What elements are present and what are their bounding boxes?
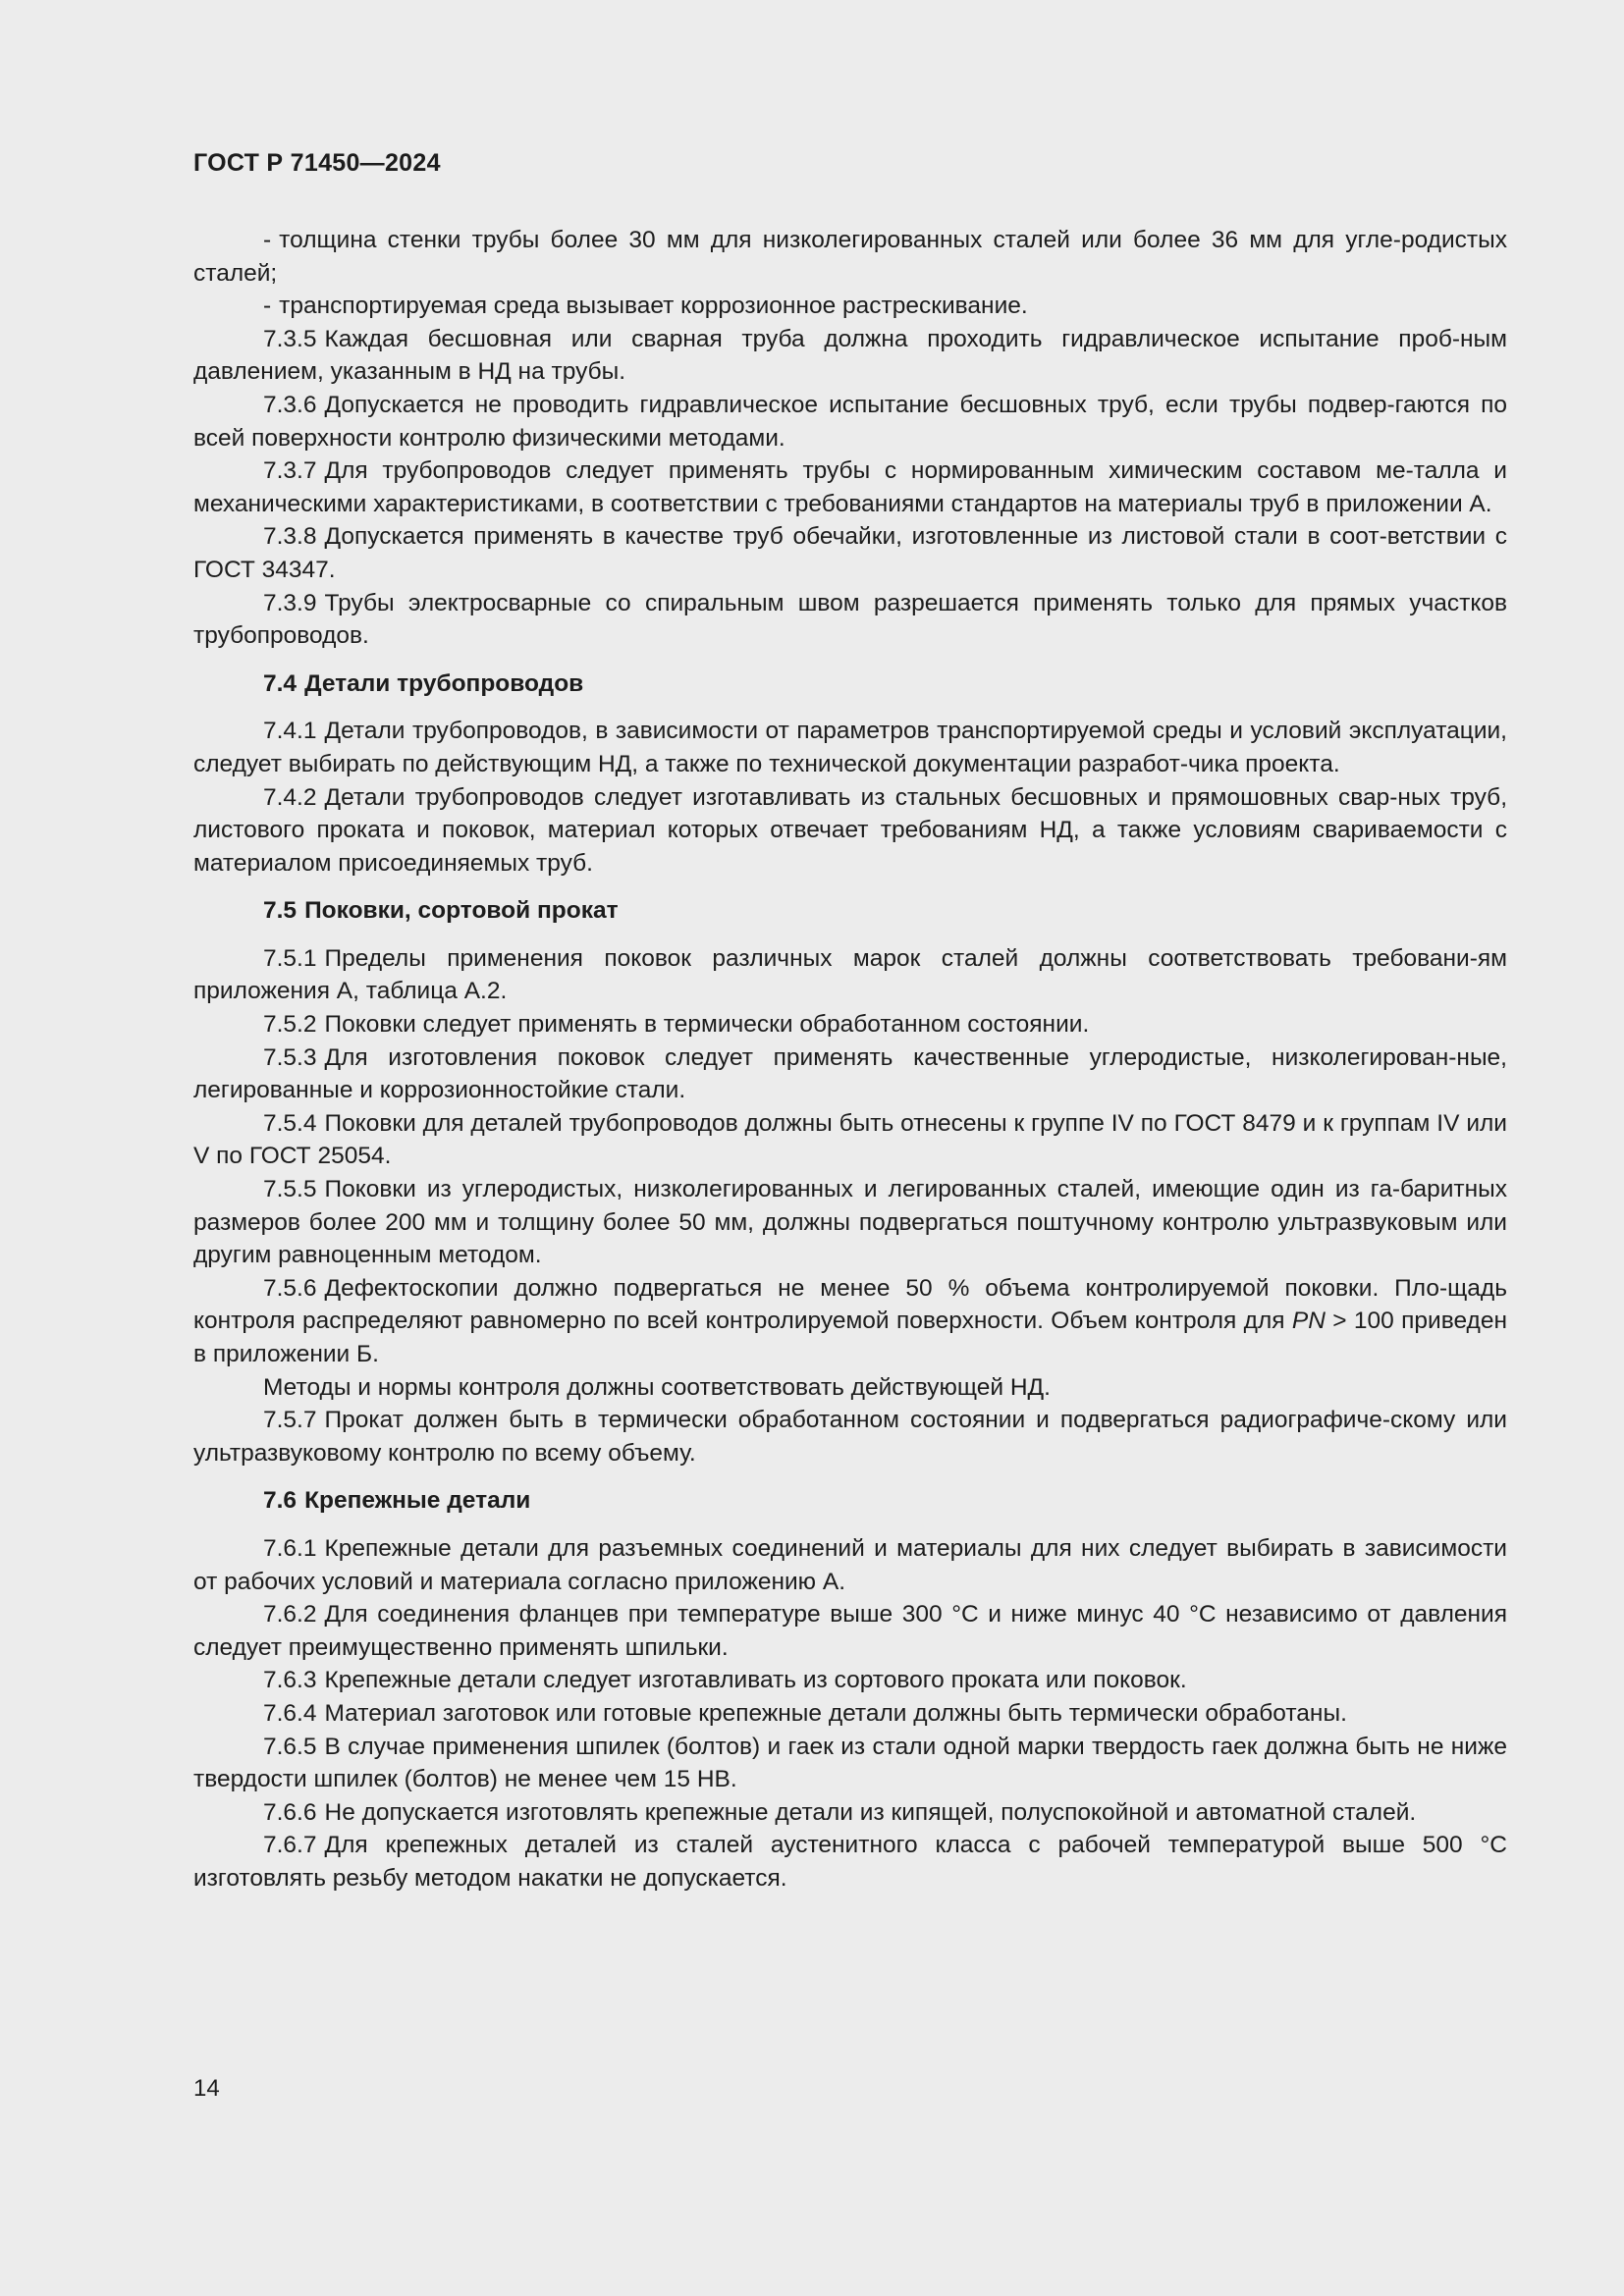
section-heading <box>193 653 1507 716</box>
clause-text: В случае применения шпилек (болтов) и гаек из стали одной марки твердость гаек должна быть не ниже твердости шпилек (болтов) не менее чем 15 НВ. <box>193 1733 1507 1793</box>
symbol-pn: PN <box>1291 1308 1326 1335</box>
page-number: 14 <box>193 2075 220 2102</box>
clause-text: толщина стенки трубы более 30 мм для низколегированных сталей или более 36 мм для угле-родистых сталей; <box>193 227 1507 287</box>
clause-number: 7.3.7 <box>263 457 317 485</box>
clause-number: - <box>263 227 272 253</box>
clause-number: 7.5.3 <box>263 1043 317 1071</box>
clause-text: Поковки следует применять в термически обработанном состоянии. <box>324 1011 1090 1039</box>
clause-text: Для соединения фланцев при температуре выше 300 °С и ниже минус 40 °С независимо от давления следует преимущественно применять шпильки. <box>193 1601 1507 1661</box>
clause-number: 7.4.2 <box>263 783 317 811</box>
clause-number: 7.6.6 <box>263 1798 317 1826</box>
clause-number: 7.6.2 <box>263 1601 317 1629</box>
clause-text: Допускается не проводить гидравлическое испытание бесшовных труб, если трубы подвер-гаются по всей поверхности контролю физическими методами. <box>193 391 1507 452</box>
clause-paragraph <box>193 1697 1507 1731</box>
clause-paragraph <box>193 454 1507 520</box>
clause-number: 7.6.4 <box>263 1699 317 1727</box>
clause-text: Допускается применять в качестве труб обечайки, изготовленные из листовой стали в соот-ветствии с ГОСТ 34347. <box>193 523 1507 583</box>
clause-text: Детали трубопроводов, в зависимости от параметров транспортируемой среды и условий эксплуатации, следует выбирать по действующим НД, а также по технической документации разработ-чика проекта. <box>193 718 1507 777</box>
clause-paragraph <box>193 1829 1507 1895</box>
clause-number: 7.5.7 <box>263 1407 317 1434</box>
clause-number: 7.6.7 <box>263 1832 317 1859</box>
clause-number: 7.6.3 <box>263 1667 317 1694</box>
clause-number: 7.5.6 <box>263 1274 317 1302</box>
clause-paragraph <box>193 942 1507 1008</box>
section-heading <box>193 1469 1507 1532</box>
section-heading <box>193 880 1507 942</box>
clause-paragraph <box>193 781 1507 881</box>
clause-paragraph <box>193 389 1507 454</box>
clause-paragraph <box>193 1107 1507 1173</box>
clause-number: 7.5.1 <box>263 944 317 972</box>
clause-paragraph <box>193 520 1507 586</box>
clause-number: 7.4.1 <box>263 718 317 745</box>
clause-text: Для трубопроводов следует применять трубы с нормированным химическим составом ме-талла и механическими характеристиками, в соответствии с требованиями стандартов на материалы труб в приложении А. <box>193 457 1507 517</box>
section-title: Поковки, сортовой прокат <box>304 897 619 925</box>
clause-text: Трубы электросварные со спиральным швом разрешается применять только для прямых участков трубопроводов. <box>193 589 1507 650</box>
section-number: 7.6 <box>263 1487 298 1515</box>
section-title: Крепежные детали <box>304 1487 531 1515</box>
clause-number: 7.5.5 <box>263 1176 317 1203</box>
clause-paragraph <box>193 1598 1507 1664</box>
clause-number: 7.3.8 <box>263 523 317 551</box>
clause-paragraph <box>193 587 1507 653</box>
clause-text: Крепежные детали следует изготавливать из сортового проката или поковок. <box>324 1667 1187 1694</box>
clause-paragraph <box>193 715 1507 780</box>
clause-paragraph <box>193 1008 1507 1041</box>
clause-text: Дефектоскопии должно подвергаться не менее 50 % объема контролируемой поковки. Пло-щадь контроля распределяют равномерно по всей контролируемой поверхности. Объем контроля для <box>193 1274 1507 1335</box>
clause-number: - <box>263 293 272 320</box>
clause-text: Поковки для деталей трубопроводов должны быть отнесены к группе IV по ГОСТ 8479 и к группам IV или V по ГОСТ 25054. <box>193 1109 1507 1170</box>
clause-text: Пределы применения поковок различных марок сталей должны соответствовать требовани-ям приложения А, таблица А.2. <box>193 944 1507 1005</box>
clause-text: Не допускается изготовлять крепежные детали из кипящей, полуспокойной и автоматной сталей. <box>324 1798 1417 1826</box>
clause-text: Поковки из углеродистых, низколегированных и легированных сталей, имеющие один из га-баритных размеров более 200 мм и толщину более 50 мм, должны подвергаться поштучному контролю ультразвуковым или другим равноценным методом. <box>193 1176 1507 1269</box>
clause-number: 7.5.2 <box>263 1011 317 1039</box>
clause-text: Прокат должен быть в термически обработанном состоянии и подвергаться радиографиче-скому или ультразвуковому контролю по всему объему. <box>193 1407 1507 1467</box>
clause-paragraph <box>193 1404 1507 1469</box>
clause-paragraph <box>193 1173 1507 1272</box>
clause-number: 7.5.4 <box>263 1109 317 1137</box>
clause-text-tail: > 100 приведен в приложении Б. <box>193 1308 1507 1367</box>
clause-paragraph <box>193 1731 1507 1796</box>
clause-text: Для изготовления поковок следует применять качественные углеродистые, низколегирован-ные, легированные и коррозионностойкие стали. <box>193 1043 1507 1104</box>
section-title: Детали трубопроводов <box>304 669 584 697</box>
list-item <box>193 224 1507 290</box>
list-item <box>193 290 1507 323</box>
clause-paragraph <box>193 1371 1507 1405</box>
clause-text: Для крепежных деталей из сталей аустенитного класса с рабочей температурой выше 500 °С изготовлять резьбу методом накатки не допускается. <box>193 1832 1507 1892</box>
clause-paragraph <box>193 1664 1507 1697</box>
clause-number: 7.6.1 <box>263 1534 317 1562</box>
clause-number: 7.3.9 <box>263 589 317 616</box>
clause-paragraph <box>193 1272 1507 1371</box>
clause-paragraph <box>193 323 1507 389</box>
document-header: ГОСТ Р 71450—2024 <box>193 149 441 177</box>
clause-number: 7.3.5 <box>263 325 317 352</box>
section-number: 7.5 <box>263 897 298 925</box>
clause-text: Детали трубопроводов следует изготавливать из стальных бесшовных и прямошовных свар-ных труб, листового проката и поковок, материал которых отвечает требованиям НД, а также условиям свариваемости с материалом присоединяемых труб. <box>193 783 1507 877</box>
document-body <box>193 224 1507 1896</box>
clause-text: транспортируемая среда вызывает коррозионное растрескивание. <box>279 293 1028 320</box>
clause-text: Материал заготовок или готовые крепежные детали должны быть термически обработаны. <box>324 1699 1347 1727</box>
clause-text: Крепежные детали для разъемных соединений и материалы для них следует выбирать в зависимости от рабочих условий и материала согласно приложению А. <box>193 1534 1507 1595</box>
clause-text: Методы и нормы контроля должны соответствовать действующей НД. <box>263 1373 1051 1401</box>
clause-number: 7.6.5 <box>263 1733 317 1760</box>
clause-number: 7.3.6 <box>263 391 317 418</box>
clause-paragraph <box>193 1532 1507 1598</box>
clause-text: Каждая бесшовная или сварная труба должна проходить гидравлическое испытание проб-ным давлением, указанным в НД на трубы. <box>193 325 1507 386</box>
clause-paragraph <box>193 1041 1507 1107</box>
section-number: 7.4 <box>263 669 298 697</box>
clause-paragraph <box>193 1796 1507 1830</box>
